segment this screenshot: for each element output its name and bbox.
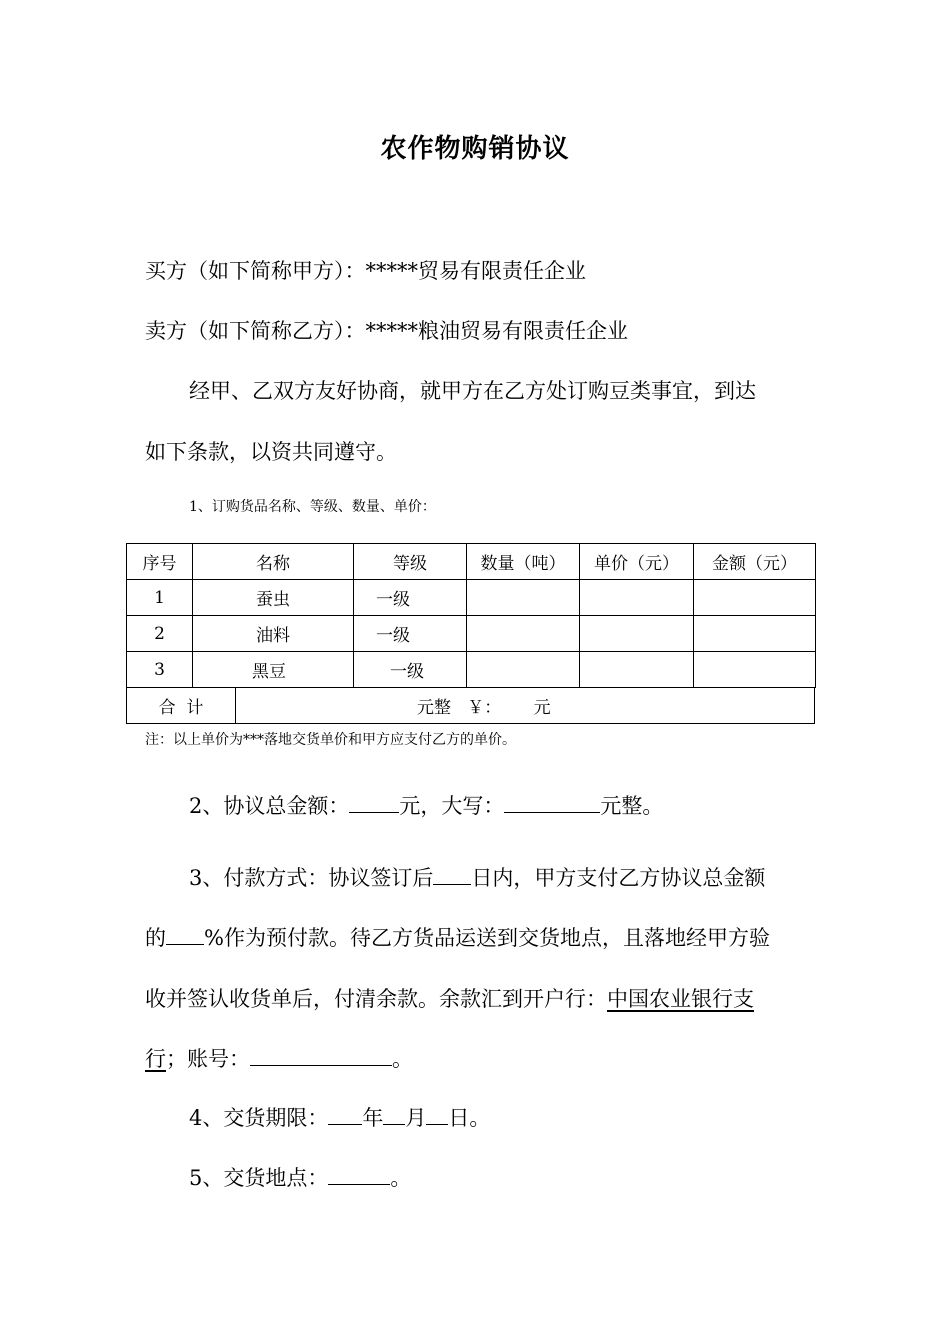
row-number: 2 (127, 616, 193, 652)
table-total-row (126, 688, 815, 724)
buyer-line: 买方（如下简称甲方）：*****贸易有限责任企业 (145, 259, 586, 283)
section-5 (189, 1162, 411, 1192)
section-3-line-2 (145, 922, 770, 952)
row-amount[interactable] (694, 580, 816, 616)
row-grade: 一级 (354, 652, 467, 688)
row-quantity[interactable] (467, 652, 580, 688)
prepayment-percent-blank[interactable] (166, 922, 204, 945)
section-4-text: 月 (405, 1106, 427, 1131)
total-label: 合 计 (127, 688, 236, 723)
header-cell: 金额（元） (694, 544, 816, 580)
section-3-text: %作为预付款。待乙方货品运送到交货地点，且落地经甲方验 (204, 926, 770, 951)
row-unit-price[interactable] (580, 652, 694, 688)
section-4-text: 日。 (448, 1106, 491, 1131)
section-3-text: 收并签认收货单后，付清余款。余款汇到开户行： (145, 987, 607, 1011)
bank-name-cont: 行 (145, 1047, 166, 1072)
header-cell: 等级 (354, 544, 467, 580)
bank-name: 中国农业银行支 (607, 987, 754, 1011)
intro-line-2: 如下条款，以资共同遵守。 (145, 440, 397, 464)
intro-line-1: 经甲、乙双方友好协商，就甲方在乙方处订购豆类事宜，到达 (189, 379, 756, 403)
section-2 (189, 790, 663, 820)
row-grade: 一级 (354, 580, 467, 616)
row-unit-price[interactable] (580, 580, 694, 616)
section-3-text: 的 (145, 926, 166, 951)
total-amount-words-blank[interactable] (504, 790, 600, 813)
section-3-line-3 (145, 983, 754, 1013)
section-4-text: 4、交货期限： (189, 1106, 329, 1131)
section-2-suffix: 元整。 (600, 794, 664, 819)
delivery-month-blank[interactable] (383, 1102, 405, 1125)
row-amount[interactable] (694, 616, 816, 652)
section-5-text: 5、交货地点： (189, 1166, 329, 1191)
row-quantity[interactable] (467, 616, 580, 652)
header-cell: 序号 (127, 544, 193, 580)
row-quantity[interactable] (467, 580, 580, 616)
section-3-text: 日内，甲方支付乙方协议总金额 (471, 866, 766, 891)
payment-days-blank[interactable] (433, 862, 471, 885)
header-cell: 名称 (193, 544, 354, 580)
row-number: 1 (127, 580, 193, 616)
section-2-prefix: 2、协议总金额： (189, 794, 350, 819)
section-3-text: 3、付款方式：协议签订后 (189, 866, 434, 891)
table-row (127, 580, 816, 616)
section-3-text: 。 (392, 1047, 413, 1072)
total-amount-blank[interactable] (349, 790, 399, 813)
table-note: 注：以上单价为***落地交货单价和甲方应支付乙方的单价。 (145, 732, 516, 748)
row-amount[interactable] (694, 652, 816, 688)
section-3-line-4 (145, 1043, 413, 1073)
row-grade: 一级 (354, 616, 467, 652)
row-name: 黑豆 (193, 652, 354, 688)
table-row (127, 652, 816, 688)
section-4 (189, 1102, 490, 1132)
table-header-row (127, 544, 816, 580)
account-number-blank[interactable] (250, 1043, 392, 1066)
delivery-day-blank[interactable] (426, 1102, 448, 1125)
section-3-line-1 (189, 862, 765, 892)
section-5-text: 。 (390, 1166, 412, 1191)
row-number: 3 (127, 652, 193, 688)
table-row (127, 616, 816, 652)
section-1-heading: 1、订购货品名称、等级、数量、单价： (189, 499, 436, 515)
header-cell: 单价（元） (580, 544, 694, 580)
document-title: 农作物购销协议 (380, 134, 570, 164)
total-value: 元整 ￥： 元 (417, 698, 551, 718)
delivery-place-blank[interactable] (328, 1162, 390, 1185)
goods-table (126, 543, 816, 688)
row-name: 油料 (193, 616, 354, 652)
header-cell: 数量（吨） (467, 544, 580, 580)
seller-line: 卖方（如下简称乙方）：*****粮油贸易有限责任企业 (145, 319, 628, 343)
row-unit-price[interactable] (580, 616, 694, 652)
delivery-year-blank[interactable] (328, 1102, 362, 1125)
row-name: 蚕虫 (193, 580, 354, 616)
account-label: ；账号： (166, 1047, 250, 1072)
section-4-text: 年 (362, 1106, 384, 1131)
section-2-mid: 元，大写： (399, 794, 505, 819)
